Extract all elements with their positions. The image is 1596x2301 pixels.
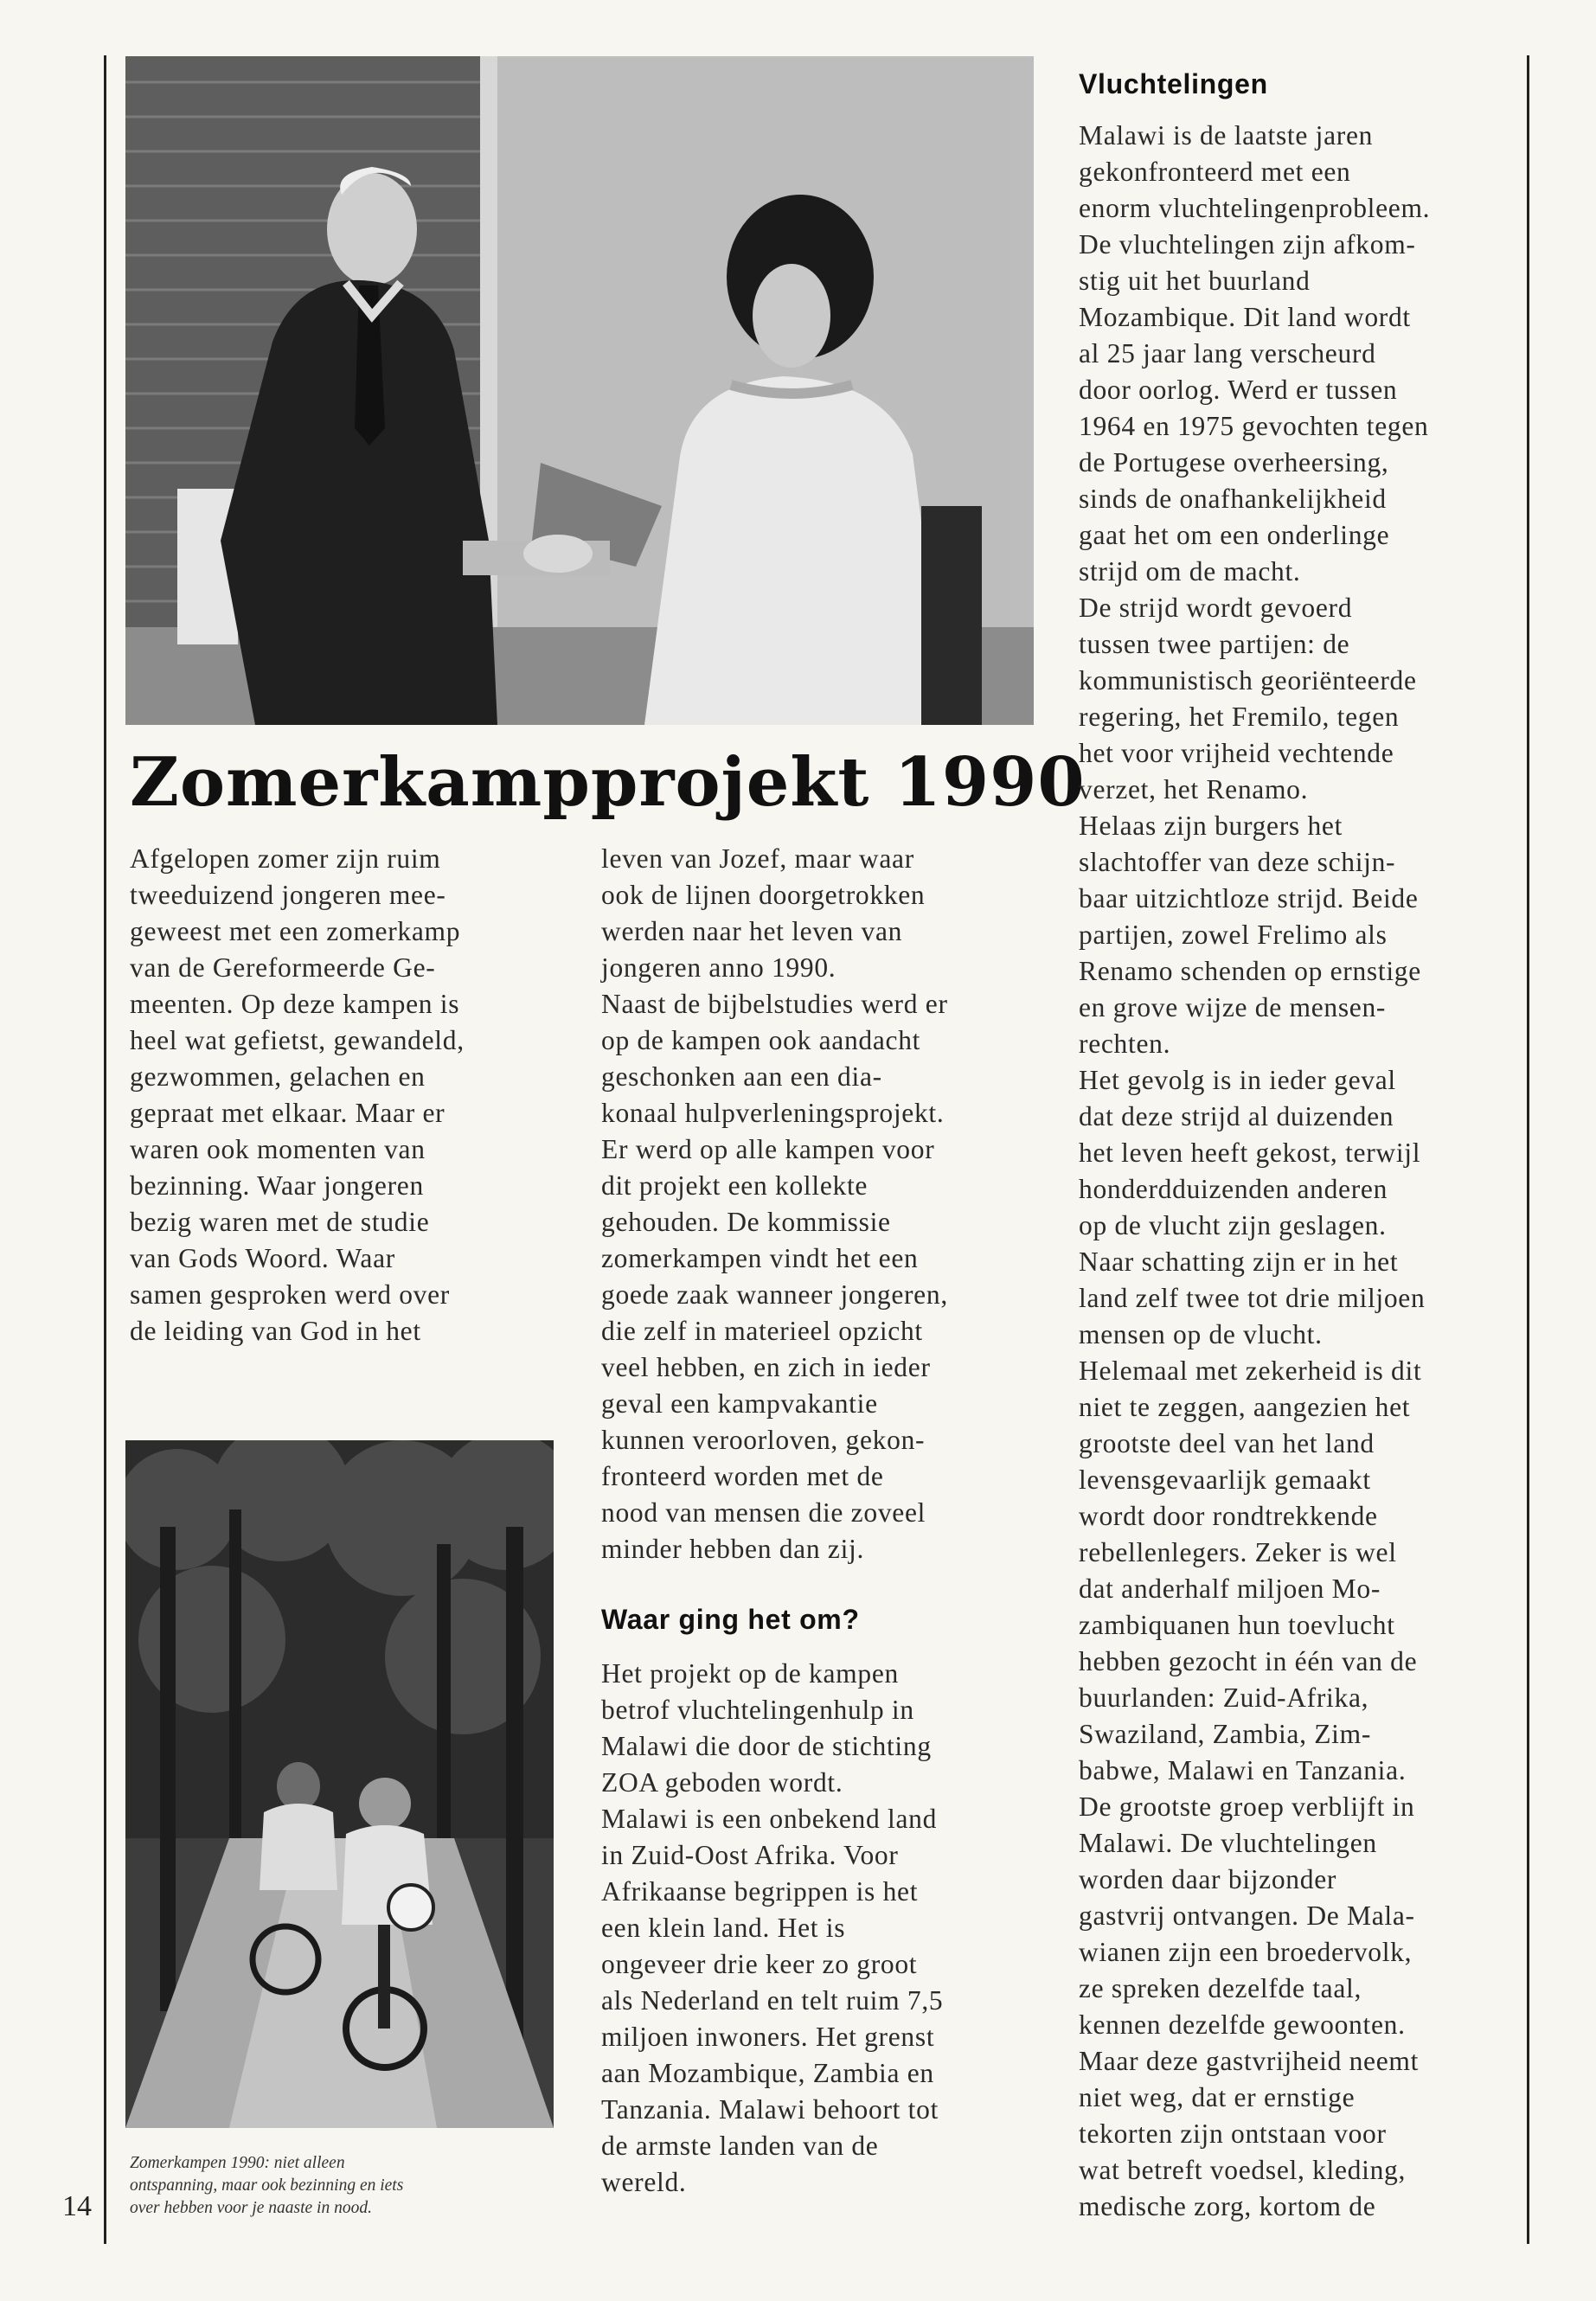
text-line: dit projekt een kollekte: [601, 1170, 869, 1201]
text-line: tweeduizend jongeren mee-: [130, 880, 446, 910]
caption-line: ontspanning, maar ook bezinning en iets: [130, 2176, 404, 2195]
text-line: de Portugese overheersing,: [1079, 447, 1389, 478]
text-line: babwe, Malawi en Tanzania.: [1079, 1755, 1407, 1785]
text-line: werden naar het leven van: [601, 916, 903, 946]
text-line: levensgevaarlijk gemaakt: [1079, 1465, 1371, 1495]
text-line: als Nederland en telt ruim 7,5: [601, 1985, 944, 2016]
text-line: betrof vluchtelingenhulp in: [601, 1695, 914, 1725]
cycling-photo: [125, 1440, 554, 2128]
text-line: gaat het om een onderlinge: [1079, 520, 1390, 550]
text-line: zomerkampen vindt het een: [601, 1243, 919, 1273]
text-line: hebben gezocht in één van de: [1079, 1646, 1418, 1676]
text-line: Swaziland, Zambia, Zim-: [1079, 1719, 1372, 1749]
text-line: ze spreken dezelfde taal,: [1079, 1973, 1362, 2003]
text-line: geweest met een zomerkamp: [130, 916, 461, 946]
caption-line: over hebben voor je naaste in nood.: [130, 2199, 372, 2217]
text-line: sinds de onafhankelijkheid: [1079, 484, 1387, 514]
text-line: dat anderhalf miljoen Mo-: [1079, 1574, 1381, 1604]
handshake-photo: [125, 56, 1034, 725]
text-line: meenten. Op deze kampen is: [130, 989, 460, 1019]
text-line: minder hebben dan zij.: [601, 1534, 865, 1564]
text-line: rechten.: [1079, 1029, 1171, 1059]
text-line: gepraat met elkaar. Maar er: [130, 1098, 445, 1128]
text-line: Er werd op alle kampen voor: [601, 1134, 935, 1164]
text-line: gastvrij ontvangen. De Mala-: [1079, 1900, 1415, 1931]
text-line: bezig waren met de studie: [130, 1207, 430, 1237]
text-line: enorm vluchtelingenprobleem.: [1079, 193, 1431, 223]
text-line: het leven heeft gekost, terwijl: [1079, 1138, 1421, 1168]
text-line: niet te zeggen, aangezien het: [1079, 1392, 1411, 1422]
text-line: gekonfronteerd met een: [1079, 157, 1351, 187]
text-line: stig uit het buurland: [1079, 266, 1311, 296]
text-line: honderdduizenden anderen: [1079, 1174, 1388, 1204]
text-line: bezinning. Waar jongeren: [130, 1170, 424, 1201]
text-line: gezwommen, gelachen en: [130, 1061, 426, 1092]
text-line: waren ook momenten van: [130, 1134, 426, 1164]
text-line: van de Gereformeerde Ge-: [130, 952, 436, 983]
text-line: Mozambique. Dit land wordt: [1079, 302, 1411, 332]
right-margin-rule: [1527, 55, 1529, 2244]
text-line: slachtoffer van deze schijn-: [1079, 847, 1396, 877]
text-line: Tanzania. Malawi behoort tot: [601, 2094, 939, 2125]
text-line: Maar deze gastvrijheid neemt: [1079, 2046, 1420, 2076]
page-title: Zomerkampprojekt 1990: [130, 743, 1086, 822]
text-line: gehouden. De kommissie: [601, 1207, 891, 1237]
section-heading: Vluchtelingen: [1079, 68, 1268, 99]
text-line: de armste landen van de: [601, 2131, 879, 2161]
text-line: mensen op de vlucht.: [1079, 1319, 1323, 1349]
text-line: niet weg, dat er ernstige: [1079, 2082, 1356, 2112]
text-line: aan Mozambique, Zambia en: [601, 2058, 934, 2088]
text-line: in Zuid-Oost Afrika. Voor: [601, 1840, 899, 1870]
column-1-text: [130, 841, 536, 1349]
text-line: door oorlog. Werd er tussen: [1079, 375, 1398, 405]
text-line: De grootste groep verblijft in: [1079, 1791, 1415, 1822]
text-line: land zelf twee tot drie miljoen: [1079, 1283, 1426, 1313]
text-line: Helemaal met zekerheid is dit: [1079, 1356, 1422, 1386]
text-line: veel hebben, en zich in ieder: [601, 1352, 931, 1382]
text-line: 1964 en 1975 gevochten tegen: [1079, 411, 1429, 441]
caption-line: Zomerkampen 1990: niet alleen: [130, 2154, 345, 2172]
text-line: regering, het Fremilo, tegen: [1079, 702, 1400, 732]
text-line: Malawi. De vluchtelingen: [1079, 1828, 1377, 1858]
text-line: ook de lijnen doorgetrokken: [601, 880, 926, 910]
text-line: De strijd wordt gevoerd: [1079, 593, 1353, 623]
text-line: het voor vrijheid vechtende: [1079, 738, 1394, 768]
text-line: wianen zijn een broedervolk,: [1079, 1937, 1413, 1967]
text-line: Het projekt op de kampen: [601, 1658, 899, 1689]
text-line: strijd om de macht.: [1079, 556, 1301, 586]
text-line: baar uitzichtloze strijd. Beide: [1079, 883, 1419, 913]
left-margin-rule: [104, 55, 106, 2244]
text-line: en grove wijze de mensen-: [1079, 992, 1387, 1022]
text-line: verzet, het Renamo.: [1079, 774, 1309, 804]
text-line: zambiquanen hun toevlucht: [1079, 1610, 1395, 1640]
text-line: wordt door rondtrekkende: [1079, 1501, 1378, 1531]
text-line: Naast de bijbelstudies werd er: [601, 989, 948, 1019]
text-line: wereld.: [601, 2167, 687, 2197]
text-line: ongeveer drie keer zo groot: [601, 1949, 918, 1979]
text-line: goede zaak wanneer jongeren,: [601, 1279, 948, 1310]
text-line: medische zorg, kortom de: [1079, 2191, 1376, 2221]
text-line: Afgelopen zomer zijn ruim: [130, 843, 441, 874]
text-line: op de vlucht zijn geslagen.: [1079, 1210, 1387, 1240]
text-line: van Gods Woord. Waar: [130, 1243, 395, 1273]
text-line: Malawi is een onbekend land: [601, 1804, 938, 1834]
text-line: miljoen inwoners. Het grenst: [601, 2022, 935, 2052]
text-line: leven van Jozef, maar waar: [601, 843, 914, 874]
text-line: heel wat gefietst, gewandeld,: [130, 1025, 465, 1055]
text-line: partijen, zowel Frelimo als: [1079, 920, 1388, 950]
text-line: grootste deel van het land: [1079, 1428, 1375, 1458]
text-line: kennen dezelfde gewoonten.: [1079, 2009, 1406, 2040]
page-number: 14: [62, 2190, 92, 2222]
text-line: samen gesproken werd over: [130, 1279, 450, 1310]
text-line: dat deze strijd al duizenden: [1079, 1101, 1394, 1131]
text-line: al 25 jaar lang verscheurd: [1079, 338, 1376, 369]
text-line: buurlanden: Zuid-Afrika,: [1079, 1682, 1369, 1713]
text-line: die zelf in materieel opzicht: [601, 1316, 923, 1346]
text-line: de leiding van God in het: [130, 1316, 421, 1346]
text-line: tussen twee partijen: de: [1079, 629, 1350, 659]
text-line: een klein land. Het is: [601, 1913, 846, 1943]
column-3-text: [1079, 62, 1511, 2225]
text-line: kunnen veroorloven, gekon-: [601, 1425, 926, 1455]
text-line: worden daar bijzonder: [1079, 1864, 1337, 1894]
text-line: nood van mensen die zoveel: [601, 1497, 926, 1528]
text-line: wat betreft voedsel, kleding,: [1079, 2155, 1407, 2185]
text-line: fronteerd worden met de: [601, 1461, 884, 1491]
text-line: jongeren anno 1990.: [601, 952, 836, 983]
photo-caption: [130, 2152, 536, 2220]
text-line: geval een kampvakantie: [601, 1388, 878, 1419]
text-line: Naar schatting zijn er in het: [1079, 1247, 1399, 1277]
text-line: Het gevolg is in ieder geval: [1079, 1065, 1396, 1095]
text-line: op de kampen ook aandacht: [601, 1025, 921, 1055]
text-line: Helaas zijn burgers het: [1079, 811, 1343, 841]
text-line: De vluchtelingen zijn afkom-: [1079, 229, 1416, 260]
section-heading: Waar ging het om?: [601, 1604, 860, 1635]
text-line: Malawi is de laatste jaren: [1079, 120, 1374, 151]
text-line: Renamo schenden op ernstige: [1079, 956, 1421, 986]
text-line: Malawi die door de stichting: [601, 1731, 932, 1761]
text-line: tekorten zijn ontstaan voor: [1079, 2118, 1387, 2149]
text-line: geschonken aan een dia-: [601, 1061, 882, 1092]
text-line: kommunistisch georiënteerde: [1079, 665, 1417, 695]
text-line: Afrikaanse begrippen is het: [601, 1876, 919, 1907]
text-line: ZOA geboden wordt.: [601, 1767, 843, 1798]
column-2-text: [601, 841, 1034, 2201]
text-line: rebellenlegers. Zeker is wel: [1079, 1537, 1397, 1567]
text-line: konaal hulpverleningsprojekt.: [601, 1098, 945, 1128]
